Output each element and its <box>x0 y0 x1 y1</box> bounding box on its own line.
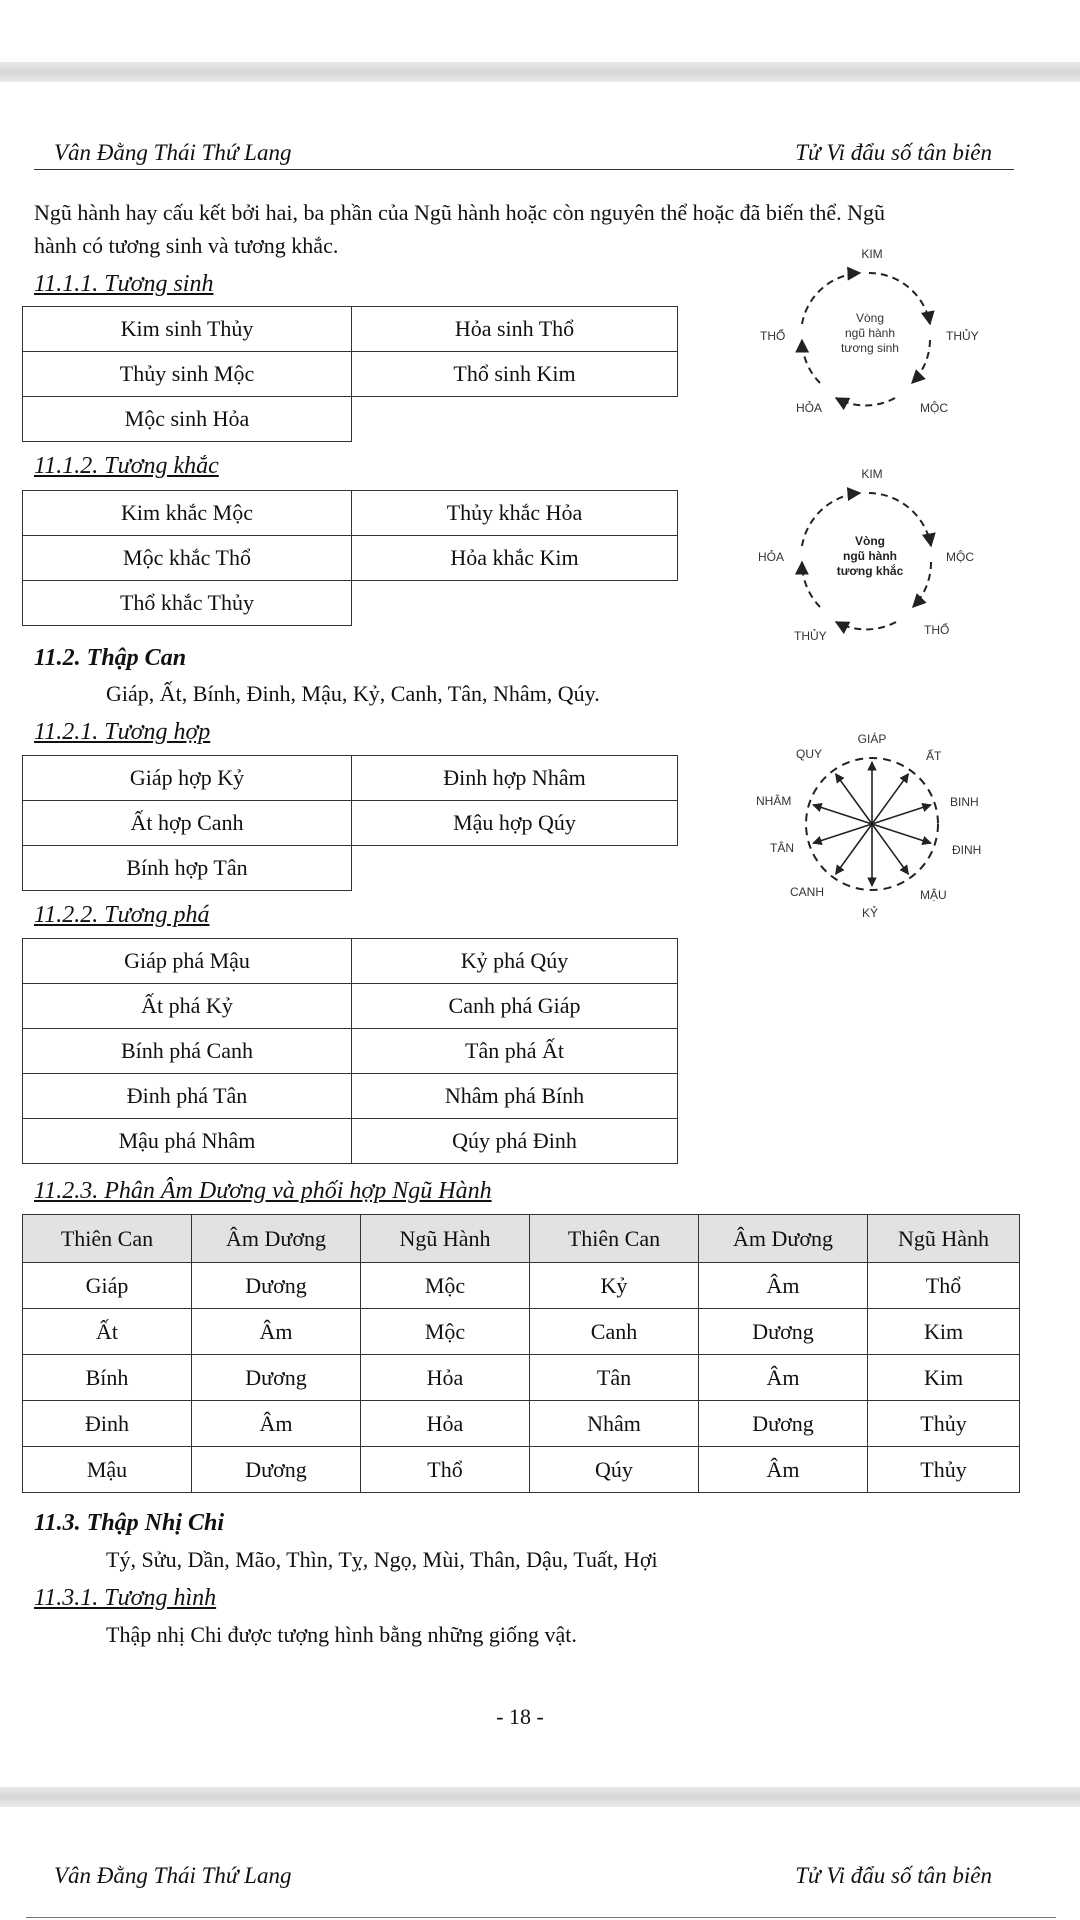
label-tan: TÂN <box>770 841 794 855</box>
table-row <box>23 352 678 397</box>
label-quy: QUY <box>796 747 823 761</box>
center-line-2: ngũ hành <box>844 326 896 340</box>
spokes <box>813 762 931 886</box>
section-title-am-duong: 11.2.3. Phân Âm Dương và phối hợp Ngũ Hành <box>34 1178 492 1204</box>
table-cell: Âm <box>192 1401 361 1447</box>
center-line-1: Vòng <box>855 311 885 325</box>
table-cell: Dương <box>699 1401 868 1447</box>
table-row <box>23 1355 1020 1401</box>
table-row <box>23 939 678 984</box>
table-cell: Thổ <box>361 1447 530 1493</box>
table-cell: Âm <box>699 1355 868 1401</box>
label-moc: MỘC <box>946 550 974 564</box>
table-row <box>23 491 678 536</box>
table-cell: Dương <box>699 1309 868 1355</box>
table-cell: Thủy khắc Hỏa <box>352 491 678 536</box>
column-header: Ngũ Hành <box>868 1215 1020 1263</box>
table-cell: Bính phá Canh <box>23 1029 352 1074</box>
table-cell: Hỏa sinh Thổ <box>352 307 678 352</box>
table-cell: Canh phá Giáp <box>352 984 678 1029</box>
table-cell: Kim khắc Mộc <box>23 491 352 536</box>
diagram-tuong-sinh <box>740 240 1000 420</box>
table-cell: Mậu hợp Qúy <box>352 801 678 846</box>
label-kim: KIM <box>861 467 883 481</box>
table-row <box>23 1447 1020 1493</box>
table-cell: Hỏa <box>361 1401 530 1447</box>
table-cell: Giáp hợp Kỷ <box>23 756 352 801</box>
spoke-arrow <box>872 824 908 874</box>
column-header: Ngũ Hành <box>361 1215 530 1263</box>
thap-nhi-chi-list: Tý, Sửu, Dần, Mão, Thìn, Tỵ, Ngọ, Mùi, Thân, Dậu, Tuất, Hợi <box>106 1547 658 1572</box>
table-tuong-sinh <box>22 306 678 442</box>
section-title-tuong-sinh: 11.1.1. Tương sinh <box>34 271 214 297</box>
table-row <box>23 984 678 1029</box>
page-separator-top <box>0 62 1080 82</box>
table-cell: Thổ <box>868 1263 1020 1309</box>
table-row <box>23 581 678 626</box>
table-cell: Thổ sinh Kim <box>352 352 678 397</box>
label-hoa: HỎA <box>796 401 823 415</box>
table-cell: Tân phá Ất <box>352 1029 678 1074</box>
label-hoa: HỎA <box>758 550 785 564</box>
table-cell: Canh <box>530 1309 699 1355</box>
cycle-arrow <box>836 398 895 405</box>
column-header: Âm Dương <box>699 1215 868 1263</box>
column-header: Thiên Can <box>530 1215 699 1263</box>
next-page-header-right: Tử Vi đẩu số tân biên <box>795 1863 992 1888</box>
table-cell: Âm <box>192 1309 361 1355</box>
table-cell: Dương <box>192 1355 361 1401</box>
cycle-arrow <box>912 340 930 383</box>
table-cell: Bính hợp Tân <box>23 846 352 891</box>
cycle-arrow <box>802 493 860 546</box>
table-cell: Dương <box>192 1447 361 1493</box>
table-cell: Thủy <box>868 1447 1020 1493</box>
page-separator-bottom <box>0 1787 1080 1807</box>
table-cell-empty <box>352 581 678 626</box>
table-cell: Thủy sinh Mộc <box>23 352 352 397</box>
section-title-tuong-hop: 11.2.1. Tương hợp <box>34 719 211 745</box>
table-cell: Mộc <box>361 1309 530 1355</box>
cycle-arrow <box>802 562 820 607</box>
diagram-tuong-khac <box>740 460 1000 645</box>
table-cell: Kim <box>868 1355 1020 1401</box>
table-row <box>23 307 678 352</box>
table-cell: Giáp <box>23 1263 192 1309</box>
cycle-arrow <box>836 622 896 629</box>
center-line-2: ngũ hành <box>843 549 897 563</box>
table-cell: Ất phá Kỷ <box>23 984 352 1029</box>
table-cell: Kim <box>868 1309 1020 1355</box>
label-ky: KỶ <box>861 906 879 920</box>
center-line-3: tương sinh <box>841 341 899 355</box>
table-cell: Bính <box>23 1355 192 1401</box>
table-row <box>23 536 678 581</box>
label-nham: NHÂM <box>756 794 792 808</box>
table-row <box>23 1401 1020 1447</box>
label-tho: THỔ <box>760 329 786 343</box>
header-rule <box>34 169 1014 170</box>
table-cell: Giáp phá Mậu <box>23 939 352 984</box>
spoke-arrow <box>872 824 931 843</box>
next-page-header-rule <box>26 1917 1056 1918</box>
table-cell: Qúy phá Đinh <box>352 1119 678 1164</box>
table-cell: Âm <box>699 1447 868 1493</box>
table-cell: Đinh phá Tân <box>23 1074 352 1119</box>
table-cell: Ất hợp Canh <box>23 801 352 846</box>
column-header: Thiên Can <box>23 1215 192 1263</box>
table-cell: Ất <box>23 1309 192 1355</box>
table-cell: Đinh hợp Nhâm <box>352 756 678 801</box>
table-cell: Qúy <box>530 1447 699 1493</box>
running-header-right: Tử Vi đẩu số tân biên <box>795 140 992 165</box>
spoke-arrow <box>872 774 908 824</box>
table-cell: Nhâm <box>530 1401 699 1447</box>
tuong-hinh-text: Thập nhị Chi được tượng hình bằng những giống vật. <box>106 1622 577 1647</box>
table-cell: Mộc khắc Thổ <box>23 536 352 581</box>
thap-can-list: Giáp, Ất, Bính, Đinh, Mậu, Kỷ, Canh, Tân, Nhâm, Qúy. <box>106 681 600 706</box>
intro-line-2: hành có tương sinh và tương khắc. <box>34 233 339 258</box>
table-cell: Tân <box>530 1355 699 1401</box>
table-tuong-pha <box>22 938 678 1164</box>
label-thuy: THỦY <box>794 629 827 643</box>
center-line-1: Vòng <box>855 534 885 548</box>
spoke-arrow <box>836 824 872 874</box>
table-cell: Kỷ <box>530 1263 699 1309</box>
label-thuy: THỦY <box>946 329 979 343</box>
label-kim: KIM <box>861 247 883 261</box>
section-title-tuong-khac: 11.1.2. Tương khắc <box>34 453 219 479</box>
table-cell: Kỷ phá Qúy <box>352 939 678 984</box>
label-mau: MẬU <box>920 888 947 902</box>
table-header-row <box>23 1215 1020 1263</box>
section-title-tuong-pha: 11.2.2. Tương phá <box>34 902 210 928</box>
table-cell: Hỏa <box>361 1355 530 1401</box>
section-title-thap-nhi-chi: 11.3. Thập Nhị Chi <box>34 1510 225 1536</box>
label-moc: MỘC <box>920 401 948 415</box>
table-row <box>23 756 678 801</box>
table-cell: Nhâm phá Bính <box>352 1074 678 1119</box>
table-cell-empty <box>352 846 678 891</box>
label-at: ẤT <box>926 749 942 763</box>
table-row <box>23 1263 1020 1309</box>
spoke-arrow <box>813 824 872 843</box>
label-binh: BINH <box>950 795 979 809</box>
next-page-header-left: Vân Đằng Thái Thứ Lang <box>54 1863 292 1888</box>
spoke-arrow <box>836 774 872 824</box>
cycle-arrow <box>913 562 931 607</box>
table-cell: Mộc <box>361 1263 530 1309</box>
section-title-tuong-hinh: 11.3.1. Tương hình <box>34 1585 217 1611</box>
table-row <box>23 1074 678 1119</box>
spoke-arrow <box>872 805 931 824</box>
table-tuong-khac <box>22 490 678 626</box>
table-row <box>23 1309 1020 1355</box>
table-cell: Hỏa khắc Kim <box>352 536 678 581</box>
cycle-arrow <box>802 273 860 324</box>
table-cell: Dương <box>192 1263 361 1309</box>
intro-line-1: Ngũ hành hay cấu kết bởi hai, ba phần của Ngũ hành hoặc còn nguyên thể hoặc đã biến thể. Ngũ <box>34 200 886 225</box>
table-cell: Mộc sinh Hỏa <box>23 397 352 442</box>
table-cell: Âm <box>699 1263 868 1309</box>
table-cell: Đinh <box>23 1401 192 1447</box>
column-header: Âm Dương <box>192 1215 361 1263</box>
table-tuong-hop <box>22 755 678 891</box>
center-line-3: tương khắc <box>836 564 904 578</box>
page-number: - 18 - <box>496 1704 544 1729</box>
label-giap: GIÁP <box>857 732 887 746</box>
table-cell: Thổ khắc Thủy <box>23 581 352 626</box>
label-dinh: ĐINH <box>952 843 982 857</box>
section-title-thap-can: 11.2. Thập Can <box>34 645 187 671</box>
table-cell: Thủy <box>868 1401 1020 1447</box>
table-row <box>23 1029 678 1074</box>
table-cell: Mậu <box>23 1447 192 1493</box>
cycle-arrow <box>802 340 820 383</box>
table-cell: Kim sinh Thủy <box>23 307 352 352</box>
running-header-left: Vân Đằng Thái Thứ Lang <box>54 140 292 165</box>
table-row <box>23 397 678 442</box>
diagram-thap-can <box>740 728 1000 928</box>
table-cell-empty <box>352 397 678 442</box>
table-row <box>23 801 678 846</box>
table-row <box>23 1119 678 1164</box>
label-canh: CANH <box>790 885 825 899</box>
table-am-duong-ngu-hanh <box>22 1214 1020 1493</box>
table-cell: Mậu phá Nhâm <box>23 1119 352 1164</box>
spoke-arrow <box>813 805 872 824</box>
label-tho: THỔ <box>924 623 950 637</box>
table-row <box>23 846 678 891</box>
